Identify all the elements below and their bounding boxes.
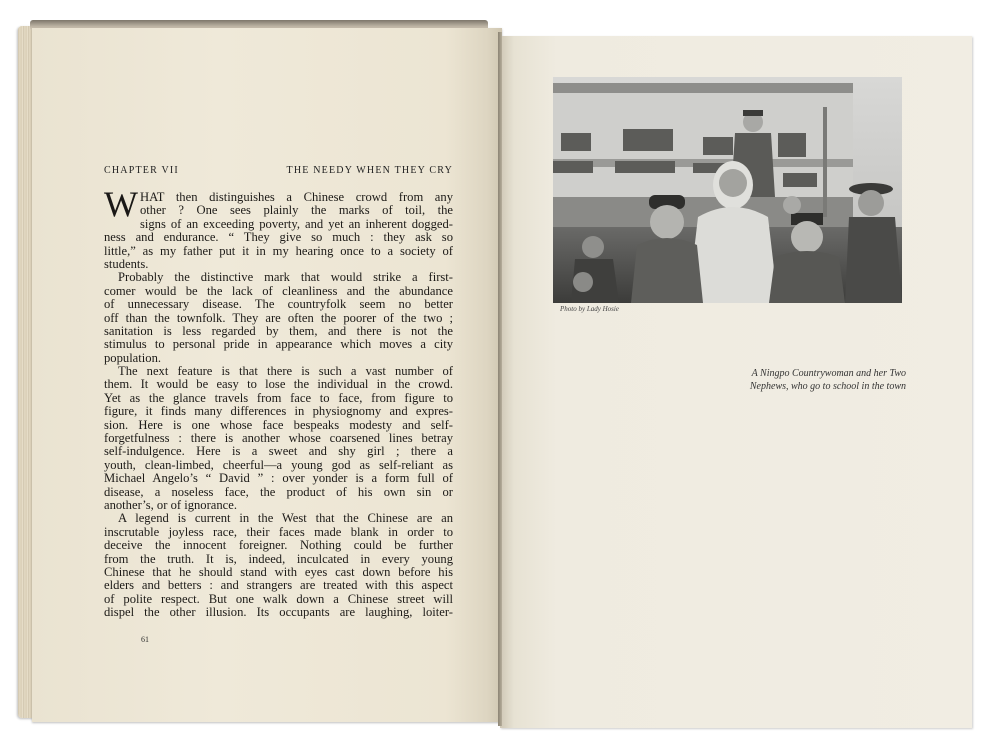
book-gutter <box>498 32 502 726</box>
text-line: stimulus to personal pride in appearance which moves a city <box>104 337 453 352</box>
caption-line: A Ningpo Countrywoman and her Two <box>751 368 906 379</box>
text-line: from the truth. It is, indeed, inculcated in every young <box>104 551 453 566</box>
text-line: inscrutable joyless race, their faces made blank in order to <box>104 524 453 539</box>
body-text <box>104 184 453 620</box>
text-line: ness and endurance. “ They give so much : they ask so <box>104 230 453 245</box>
text-line: them. It would be easy to lose the individual in the crowd. <box>104 377 453 392</box>
photograph-illustration <box>553 77 902 303</box>
text-line: Chinese that he should stand with eyes cast down before his <box>104 564 453 579</box>
text-line: sanitation is less regarded by them, and there is not the <box>104 323 453 338</box>
text-line: of polite respect. But one walk down a Chinese street will <box>104 591 453 606</box>
text-line: Michael Angelo’s “ David ” : over yonder is a form full of <box>104 471 453 486</box>
text-line: signs of an exceeding poverty, and yet an inherent dogged- <box>139 216 453 231</box>
text-line: another’s, or of ignorance. <box>104 497 238 512</box>
caption-line: Nephews, who go to school in the town <box>749 381 906 392</box>
text-line: forgetfulness : there is another whose coarsened lines betray <box>104 431 453 446</box>
text-line: elders and betters : and strangers are treated with this aspect <box>104 578 453 593</box>
text-line: A legend is current in the West that the Chinese are an <box>118 511 453 526</box>
text-line: HAT then distinguishes a Chinese crowd from any <box>139 190 453 204</box>
text-line: youth, clean-limbed, cheerful—a young god as self-reliant as <box>104 457 453 472</box>
photo-caption <box>706 367 906 393</box>
text-line: dispel the other illusion. Its occupants are laughing, loiter- <box>104 605 453 620</box>
page-number: 61 <box>141 635 149 644</box>
text-line: students. <box>104 256 149 271</box>
text-line: deceive the innocent foreigner. Nothing could be further <box>104 538 453 553</box>
text-line: sion. Here is one whose face bespeaks modesty and self- <box>104 417 453 432</box>
running-head-title: THE NEEDY WHEN THEY CRY <box>286 165 453 176</box>
text-line: disease, a noseless face, the product of his own sin or <box>104 484 453 499</box>
text-line: comer would be the lack of cleanliness and the abundance <box>104 283 453 298</box>
text-line: Yet as the glance travels from face to face, from figure to <box>104 390 453 405</box>
text-line: little,” as my father put it in my hearing once to a society of <box>104 243 453 258</box>
running-head <box>104 165 453 179</box>
text-line: self-indulgence. Here is a sweet and shy girl ; there a <box>104 444 453 459</box>
photo-credit: Photo by Lady Hosie <box>560 305 619 313</box>
text-line: off than the townfolk. They are often the poorer of the two ; <box>104 310 453 325</box>
text-line: figure, it finds many differences in physiognomy and expres- <box>104 404 453 419</box>
text-line: Probably the distinctive mark that would strike a first- <box>118 270 453 285</box>
running-head-chapter: CHAPTER VII <box>104 165 179 176</box>
text-line: population. <box>104 350 162 365</box>
photograph <box>553 77 902 303</box>
drop-cap: W <box>104 184 138 224</box>
text-line: The next feature is that there is such a vast number of <box>118 364 453 379</box>
text-line: other ? One sees plainly the marks of toil, the <box>139 203 453 218</box>
text-line: of unnecessary disease. The countryfolk seem no better <box>104 297 453 312</box>
